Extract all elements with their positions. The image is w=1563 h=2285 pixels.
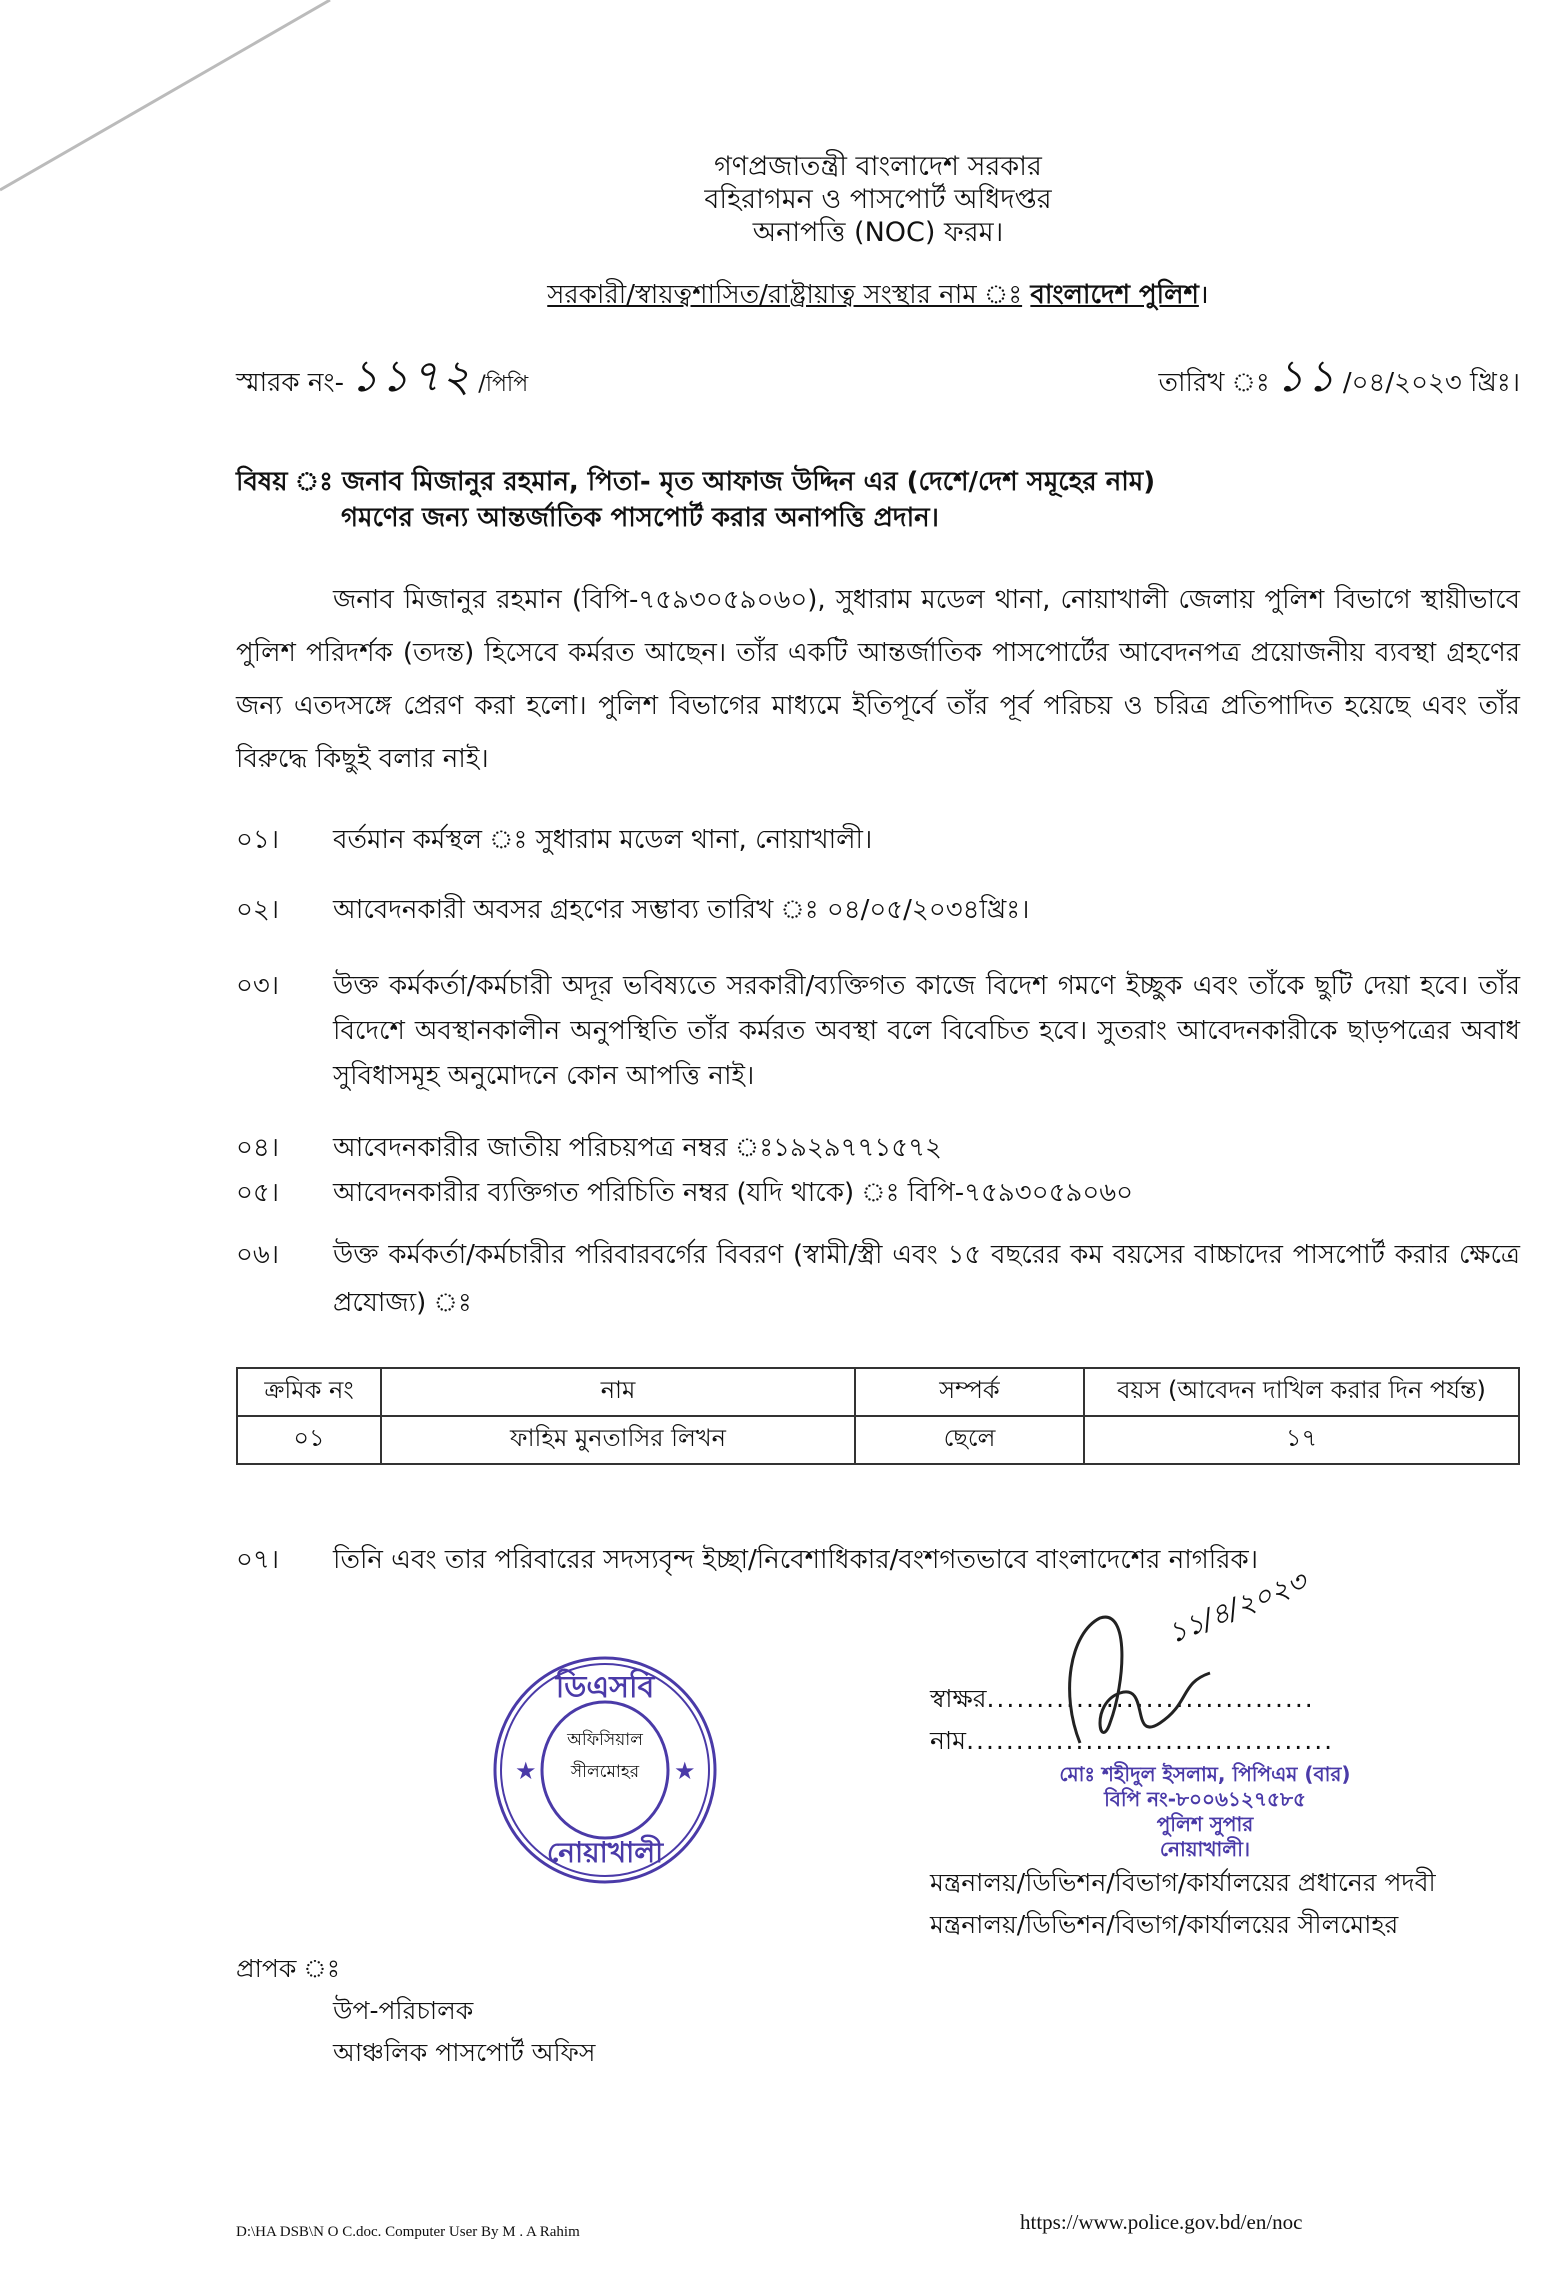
table-row [237,1416,1519,1464]
designation-label: মন্ত্রনালয়/ডিভিশন/বিভাগ/কার্যালয়ের প্রধানের পদবী [930,1868,1436,1897]
organization-line [236,278,1520,312]
header-age: বয়স (আবেদন দাখিল করার দিন পর্যন্ত) [1084,1368,1519,1416]
seal-top-text: ডিএসবি [555,1670,655,1705]
item-number: ০১। [236,825,280,855]
family-table [236,1367,1520,1465]
item-text: আবেদনকারীর ব্যক্তিগত পরিচিতি নম্বর (যদি থাকে) ঃ বিপি-৭৫৯৩০৫৯০৬০ [333,1178,1134,1208]
signature-line: স্বাক্ষর................................. [930,1684,1315,1713]
signature-area [930,1564,1540,1678]
signature-section [0,1564,1563,1948]
item-personal-id [236,1171,1520,1216]
item-number: ০৬। [236,1240,280,1270]
seal-inner-line-2: সীলমোহর [570,1762,640,1782]
stamp-district: নোয়াখালী। [1159,1837,1251,1861]
organization-end: । [1198,280,1209,310]
header-name: নাম [381,1368,855,1416]
item-leave-statement [236,964,1520,1099]
stamp-bp-number: বিপি নং-৮০০৬১২৭৫৮৫ [1104,1787,1306,1811]
footer-file-path: D:\HA DSB\N O C.doc. Computer User By M . A Rahim [236,2224,580,2240]
subject-line-2: গমণের জন্য আন্তর্জাতিক পাসপোর্ট করার অনাপত্তি প্রদান। [341,503,939,533]
item-text: বর্তমান কর্মস্থল ঃ সুধারাম মডেল থানা, নোয়াখালী। [333,825,873,855]
seal-bottom-text: নোয়াখালী [546,1836,664,1869]
item-text: তিনি এবং তার পরিবারের সদস্যবৃন্দ ইচ্ছা/নিবেশাধিকার/বংশগতভাবে বাংলাদেশের নাগরিক। [333,1545,1259,1575]
item-number: ০৩। [236,971,280,1001]
name-line: নাম..................................... [930,1726,1335,1755]
memo-date [1158,352,1520,408]
item-number: ০৪। [236,1133,280,1163]
item-text: উক্ত কর্মকর্তা/কর্মচারীর পরিবারবর্গের বিবরণ (স্বামী/স্ত্রী এবং ১৫ বছরের কম বয়সের বাচ্চাদের পাসপোর্ট করার ক্ষেত্রে প্রযোজ্য) ঃ [333,1240,1520,1318]
cell-relation: ছেলে [855,1416,1084,1464]
body-paragraph: জনাব মিজানুর রহমান (বিপি-৭৫৯৩০৫৯০৬০), সুধারাম মডেল থানা, নোয়াখালী জেলায় পুলিশ বিভাগে স্থায়ীভাবে পুলিশ পরিদর্শক (তদন্ত) হিসেবে কর্মরত আছেন। তাঁর একটি আন্তর্জাতিক পাসপোর্টের আবেদনপত্র প্রয়োজনীয় ব্যবস্থা গ্রহণের জন্য এতদসঙ্গে প্রেরণ করা হলো। পুলিশ বিভাগের মাধ্যমে ইতিপূর্বে তাঁর পূর্ব পরিচয় ও চরিত্র প্রতিপাদিত হয়েছে এবং তাঁর বিরুদ্ধে কিছুই বলার নাই। [236,585,1520,774]
recipient-office: আঞ্চলিক পাসপোর্ট অফিস [333,2038,596,2067]
date-rest: /০৪/২০২৩ খ্রিঃ। [1342,368,1520,398]
stamp-title: পুলিশ সুপার [1156,1812,1254,1836]
item-current-workplace [236,818,1520,863]
subject [236,464,1520,536]
handwritten-date: ১১/৪/২০২৩ [1163,1564,1311,1650]
header-government: গণপ্রজাতন্ত্রী বাংলাদেশ সরকার [714,151,1042,182]
date-day-handwritten: ১১ [1275,351,1337,402]
item-text: আবেদনকারীর জাতীয় পরিচয়পত্র নম্বর ঃ১৯২৯৭৭১৫৭২ [333,1133,942,1163]
signature-label: স্বাক্ষর [930,1684,987,1713]
organization-name: বাংলাদেশ পুলিশ [1030,280,1199,310]
svg-text:★: ★ [515,1757,537,1785]
date-label: তারিখ ঃ [1158,368,1270,398]
cell-age: ১৭ [1084,1416,1519,1464]
item-retirement-date [236,888,1520,933]
memo-number [236,352,528,410]
organization-label: সরকারী/স্বায়ত্বশাসিত/রাষ্ট্রায়াত্ব সংস্থার নাম ঃ [547,280,1023,310]
signature-block [930,1564,1540,1946]
document-body [236,150,1520,2074]
memo-suffix: /পিপি [478,372,529,397]
subject-line-1: বিষয় ঃ জনাব মিজানুর রহমান, পিতা- মৃত আফাজ উদ্দিন এর (দেশে/দেশ সমূহের নাম) [236,467,1156,497]
recipient-label: প্রাপক ঃ [236,1954,341,1983]
item-text: আবেদনকারী অবসর গ্রহণের সম্ভাব্য তারিখ ঃ ০৪/০৫/২০৩৪খ্রিঃ। [333,895,1030,925]
cell-serial: ০১ [237,1416,381,1464]
officer-stamp [1040,1762,1370,1862]
svg-text:★: ★ [674,1757,696,1785]
header-form-title: অনাপত্তি (NOC) ফরম। [752,217,1004,248]
name-label: নাম [930,1726,967,1755]
header-relation: সম্পর্ক [855,1368,1084,1416]
seal-inner-line-1: অফিসিয়াল [567,1730,643,1750]
cell-name: ফাহিম মুনতাসির লিখন [381,1416,855,1464]
stamp-officer-name: মোঃ শহীদুল ইসলাম, পিপিএম (বার) [1059,1762,1351,1786]
header-serial: ক্রমিক নং [237,1368,381,1416]
recipient-title: উপ-পরিচালক [333,1996,474,2025]
item-number: ০৭। [236,1545,280,1575]
memo-number-handwritten: ১১৭২ [349,351,473,402]
header-department: বহিরাগমন ও পাসপোর্ট অধিদপ্তর [704,184,1052,215]
item-number: ০২। [236,895,280,925]
item-family-details [236,1231,1520,1327]
memo-label: স্মারক নং- [236,368,344,398]
memo-row [236,352,1520,410]
table-header-row [237,1368,1519,1416]
item-number: ০৫। [236,1178,280,1208]
official-seal [490,1655,720,1885]
office-seal-label: মন্ত্রনালয়/ডিভিশন/বিভাগ/কার্যালয়ের সীলমোহর [930,1910,1399,1939]
item-text: উক্ত কর্মকর্তা/কর্মচারী অদূর ভবিষ্যতে সরকারী/ব্যক্তিগত কাজে বিদেশ গমণে ইচ্ছুক এবং তাঁকে ছুটি দেয়া হবে। তাঁর বিদেশে অবস্থানকালীন অনুপস্থিতি তাঁর কর্মরত অবস্থা বলে বিবেচিত হবে। সুতরাং আবেদনকারীকে ছাড়পত্রের অবাধ সুবিধাসমূহ অনুমোদনে কোন আপত্তি নাই। [333,971,1520,1091]
footer-url[interactable]: https://www.police.gov.bd/en/noc [1020,2210,1303,2234]
item-nid-number [236,1126,1520,1171]
